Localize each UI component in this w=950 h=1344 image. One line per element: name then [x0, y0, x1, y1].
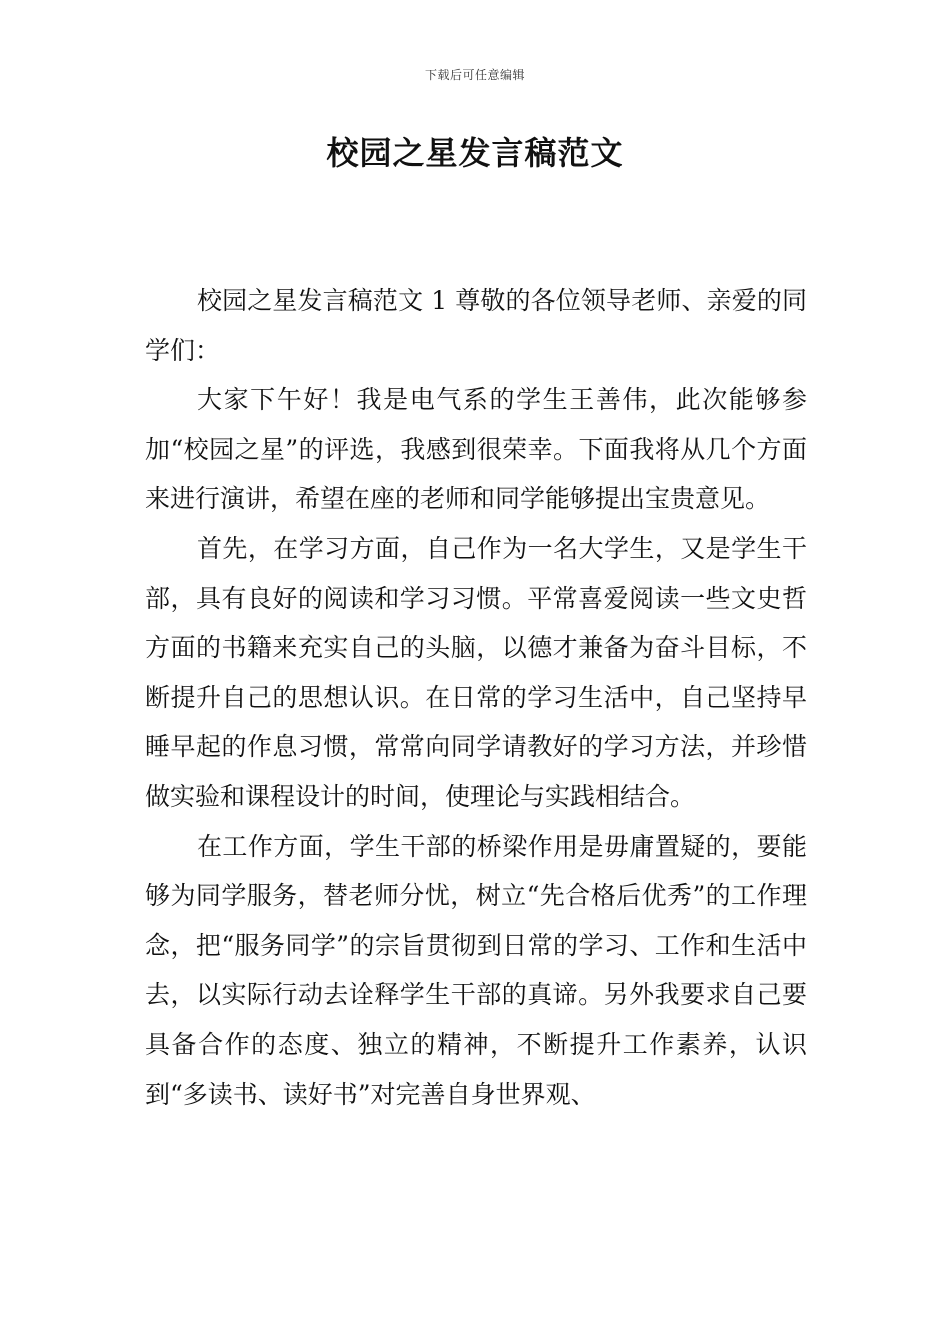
header-note: 下载后可任意编辑: [424, 68, 525, 82]
paragraph-4: 在工作方面，学生干部的桥梁作用是毋庸置疑的，要能够为同学服务，替老师分忧，树立“先合格后优秀”的工作理念，把“服务同学”的宗旨贯彻到日常的学习、工作和生活中去，以实际行动去诠释学生干部的真谛。另外我要求自己要具备合作的态度、独立的精神，不断提升工作素养，认识到“多读书、读好书”对完善自身世界观、: [145, 831, 807, 1109]
document-title: 校园之星发言稿范文: [326, 134, 624, 172]
paragraph-3: 首先，在学习方面，自己作为一名大学生，又是学生干部，具有良好的阅读和学习习惯。平常喜爱阅读一些文史哲方面的书籍来充实自己的头脑，以德才兼备为奋斗目标，不断提升自己的思想认识。在日常的学习生活中，自己坚持早睡早起的作息习惯，常常向同学请教好的学习方法，并珍惜做实验和课程设计的时间，使理论与实践相结合。: [145, 533, 807, 811]
document-body: [145, 276, 807, 1119]
paragraph-1: 校园之星发言稿范文 1 尊敬的各位领导老师、亲爱的同学们：: [145, 286, 807, 365]
paragraph-2: 大家下午好！我是电气系的学生王善伟，此次能够参加“校园之星”的评选，我感到很荣幸。下面我将从几个方面来进行演讲，希望在座的老师和同学能够提出宝贵意见。: [145, 385, 807, 514]
